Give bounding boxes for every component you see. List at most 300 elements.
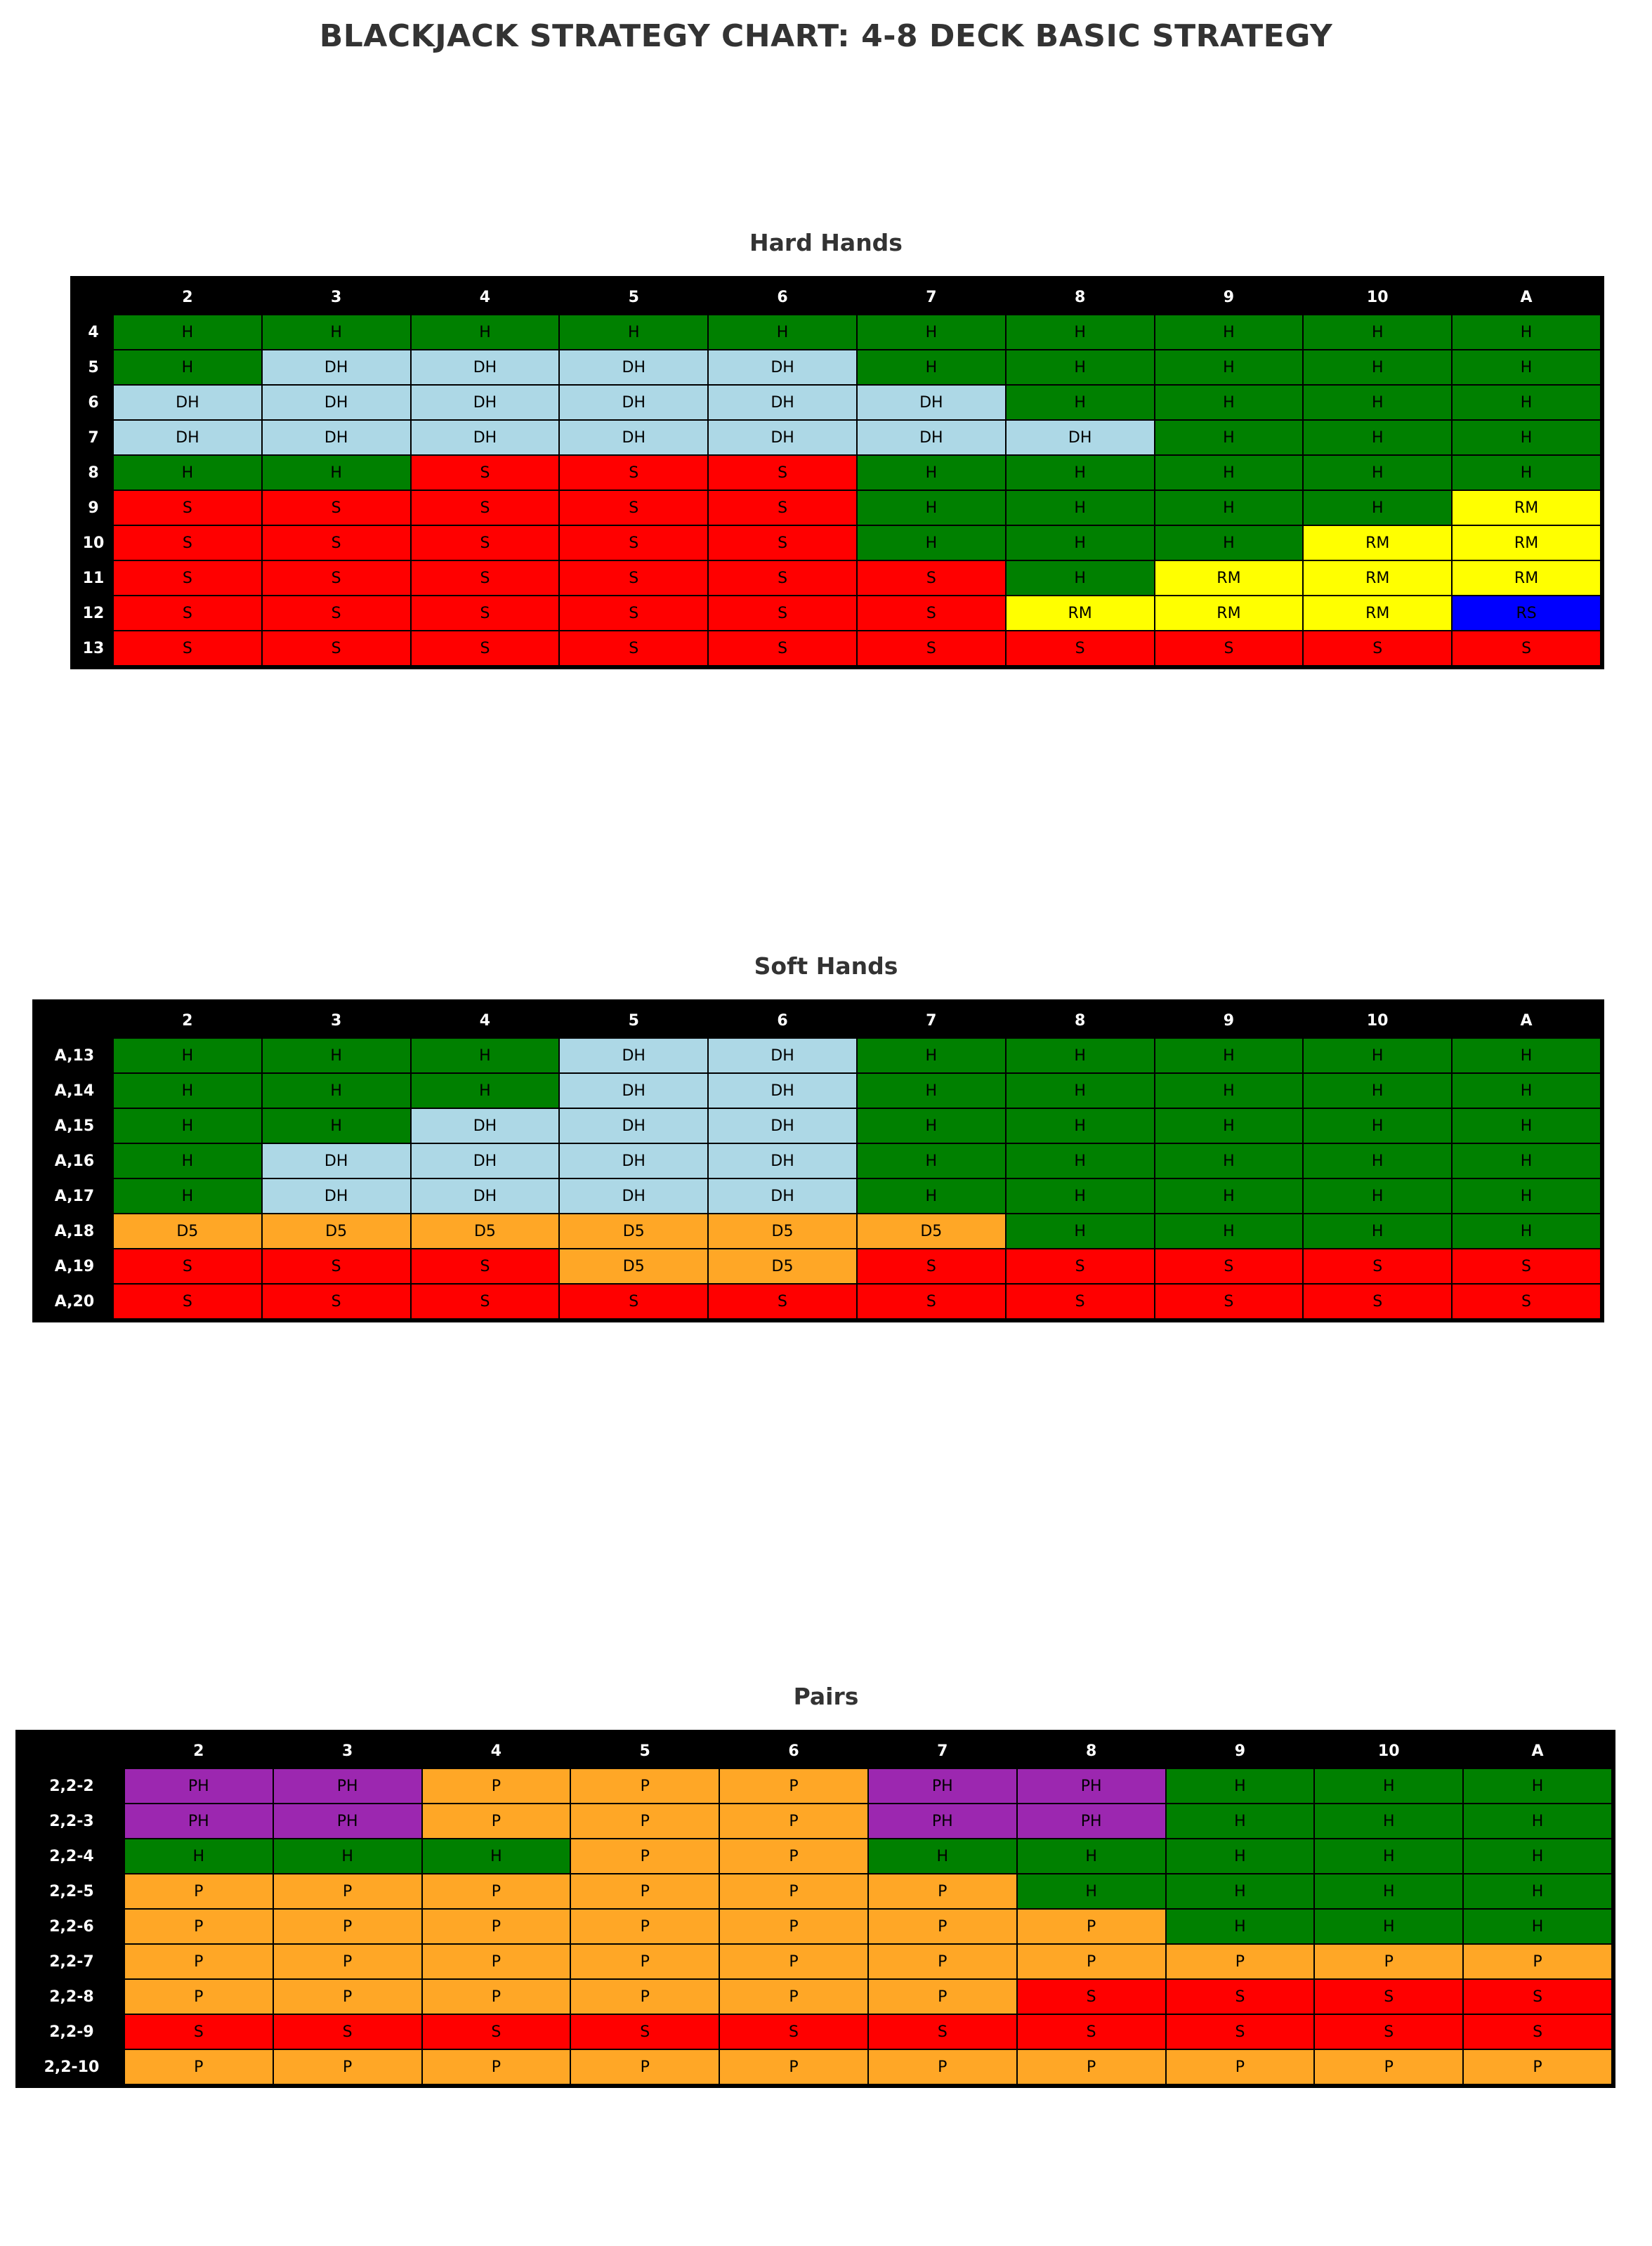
table-corner-cell (36, 1003, 113, 1038)
strategy-cell: P (570, 1804, 719, 1839)
strategy-cell: P (273, 1909, 422, 1944)
strategy-cell: P (570, 1839, 719, 1874)
strategy-cell: H (1463, 1768, 1612, 1804)
player-hand-label-A,14: A,14 (36, 1073, 113, 1108)
strategy-cell: H (262, 315, 411, 350)
strategy-cell: P (868, 1874, 1017, 1909)
player-hand-label-2,2-9: 2,2-9 (19, 2014, 124, 2049)
strategy-cell: S (113, 525, 262, 560)
strategy-cell: H (1155, 1143, 1304, 1178)
table-row (36, 1108, 1601, 1143)
strategy-cell: P (273, 2049, 422, 2084)
strategy-cell: P (570, 1909, 719, 1944)
strategy-cell: S (1166, 1979, 1315, 2014)
strategy-cell: S (1155, 1249, 1304, 1284)
strategy-cell: PH (124, 1768, 273, 1804)
strategy-cell: DH (708, 1178, 857, 1214)
table-row (74, 490, 1601, 525)
strategy-cell: H (1155, 420, 1304, 455)
strategy-cell: H (857, 455, 1006, 490)
table-row (19, 1909, 1612, 1944)
dealer-upcard-header-10: 10 (1314, 1733, 1463, 1768)
strategy-cell: DH (262, 385, 411, 420)
strategy-cell: H (1463, 1874, 1612, 1909)
player-hand-label-2,2-10: 2,2-10 (19, 2049, 124, 2084)
strategy-cell: S (262, 1284, 411, 1319)
strategy-cell: S (262, 525, 411, 560)
strategy-cell: S (113, 1249, 262, 1284)
strategy-cell: P (570, 2049, 719, 2084)
strategy-cell: P (719, 1909, 868, 1944)
strategy-cell: S (411, 1249, 560, 1284)
strategy-cell: H (857, 1038, 1006, 1073)
strategy-cell: H (411, 315, 560, 350)
dealer-upcard-header-A: A (1463, 1733, 1612, 1768)
strategy-cell: S (113, 631, 262, 666)
player-hand-label-12: 12 (74, 596, 113, 631)
strategy-cell: P (124, 1944, 273, 1979)
player-hand-label-5: 5 (74, 350, 113, 385)
strategy-cell: H (1303, 420, 1452, 455)
strategy-cell: H (1303, 1178, 1452, 1214)
strategy-cell: H (411, 1073, 560, 1108)
dealer-upcard-header-6: 6 (719, 1733, 868, 1768)
dealer-upcard-header-6: 6 (708, 1003, 857, 1038)
player-hand-label-2,2-5: 2,2-5 (19, 1874, 124, 1909)
dealer-upcard-header-6: 6 (708, 280, 857, 315)
dealer-upcard-header-8: 8 (1006, 280, 1155, 315)
strategy-cell: H (1463, 1804, 1612, 1839)
strategy-cell: H (113, 315, 262, 350)
table-row (36, 1073, 1601, 1108)
strategy-cell: D5 (262, 1214, 411, 1249)
strategy-cell: H (1155, 1038, 1304, 1073)
table-row (19, 1804, 1612, 1839)
strategy-cell: P (719, 2049, 868, 2084)
strategy-cell: H (1303, 315, 1452, 350)
strategy-cell: S (411, 525, 560, 560)
strategy-cell: H (857, 1178, 1006, 1214)
strategy-cell: S (868, 2014, 1017, 2049)
strategy-cell: DH (411, 1143, 560, 1178)
table-row (19, 1944, 1612, 1979)
strategy-cell: S (411, 1284, 560, 1319)
strategy-cell: DH (262, 1178, 411, 1214)
strategy-cell: S (857, 1249, 1006, 1284)
strategy-cell: P (422, 1874, 571, 1909)
strategy-cell: P (570, 1944, 719, 1979)
strategy-cell: DH (411, 1178, 560, 1214)
strategy-cell: P (422, 1909, 571, 1944)
strategy-cell: S (1006, 631, 1155, 666)
strategy-cell: H (113, 1143, 262, 1178)
strategy-cell: P (1314, 2049, 1463, 2084)
section-pairs (0, 1683, 1652, 2088)
strategy-cell: H (262, 1038, 411, 1073)
strategy-cell: DH (262, 420, 411, 455)
strategy-cell: S (411, 631, 560, 666)
strategy-cell: P (570, 1874, 719, 1909)
strategy-cell: S (411, 490, 560, 525)
strategy-cell: H (1006, 455, 1155, 490)
section-title-soft-hands: Soft Hands (754, 952, 898, 980)
section-soft-hands (0, 952, 1652, 1322)
strategy-cell: H (1006, 525, 1155, 560)
strategy-cell: P (273, 1979, 422, 2014)
dealer-upcard-header-7: 7 (857, 280, 1006, 315)
player-hand-label-10: 10 (74, 525, 113, 560)
strategy-cell: H (1452, 455, 1601, 490)
strategy-cell: DH (113, 420, 262, 455)
strategy-cell: P (719, 1768, 868, 1804)
strategy-cell: H (262, 455, 411, 490)
strategy-cell: H (1452, 350, 1601, 385)
strategy-cell: DH (559, 1038, 708, 1073)
strategy-cell: H (1452, 315, 1601, 350)
strategy-cell: P (1166, 1944, 1315, 1979)
strategy-cell: PH (273, 1768, 422, 1804)
dealer-upcard-header-8: 8 (1017, 1733, 1166, 1768)
strategy-cell: S (1006, 1249, 1155, 1284)
strategy-cell: PH (1017, 1804, 1166, 1839)
table-row (19, 1874, 1612, 1909)
strategy-cell: RM (1303, 596, 1452, 631)
page-title: BLACKJACK STRATEGY CHART: 4-8 DECK BASIC STRATEGY (319, 18, 1333, 54)
table-row (19, 1839, 1612, 1874)
pairs-table-wrap (15, 1730, 1615, 2088)
dealer-upcard-header-2: 2 (124, 1733, 273, 1768)
table-header-row (36, 1003, 1601, 1038)
hard-strategy-table (73, 279, 1601, 666)
table-header-row (19, 1733, 1612, 1768)
strategy-cell: P (1017, 1944, 1166, 1979)
strategy-cell: P (868, 1909, 1017, 1944)
strategy-cell: H (1017, 1874, 1166, 1909)
table-row (74, 420, 1601, 455)
strategy-cell: S (113, 1284, 262, 1319)
strategy-cell: S (708, 525, 857, 560)
strategy-cell: P (422, 1979, 571, 2014)
player-hand-label-A,16: A,16 (36, 1143, 113, 1178)
strategy-cell: DH (708, 420, 857, 455)
dealer-upcard-header-A: A (1452, 1003, 1601, 1038)
strategy-cell: H (1006, 1178, 1155, 1214)
table-row (36, 1284, 1601, 1319)
strategy-cell: S (708, 1284, 857, 1319)
table-corner-cell (19, 1733, 124, 1768)
strategy-cell: DH (1006, 420, 1155, 455)
pairs-grid (0, 1730, 1652, 2088)
strategy-cell: S (1155, 1284, 1304, 1319)
strategy-cell: S (1452, 1249, 1601, 1284)
strategy-cell: H (124, 1839, 273, 1874)
strategy-cell: H (868, 1839, 1017, 1874)
strategy-cell: S (1463, 1979, 1612, 2014)
strategy-cell: H (1006, 1143, 1155, 1178)
strategy-cell: S (1303, 1249, 1452, 1284)
strategy-cell: S (113, 490, 262, 525)
strategy-cell: D5 (857, 1214, 1006, 1249)
strategy-cell: P (124, 1874, 273, 1909)
player-hand-label-A,13: A,13 (36, 1038, 113, 1073)
player-hand-label-A,20: A,20 (36, 1284, 113, 1319)
strategy-cell: H (1303, 1108, 1452, 1143)
table-row (36, 1143, 1601, 1178)
strategy-cell: S (411, 560, 560, 596)
table-row (19, 2014, 1612, 2049)
strategy-cell: PH (124, 1804, 273, 1839)
dealer-upcard-header-4: 4 (422, 1733, 571, 1768)
strategy-cell: S (1303, 1284, 1452, 1319)
strategy-cell: P (868, 1944, 1017, 1979)
strategy-cell: DH (411, 1108, 560, 1143)
dealer-upcard-header-3: 3 (273, 1733, 422, 1768)
strategy-cell: H (1155, 1073, 1304, 1108)
dealer-upcard-header-7: 7 (857, 1003, 1006, 1038)
strategy-cell: DH (708, 1108, 857, 1143)
strategy-cell: S (113, 560, 262, 596)
hard-table-wrap (70, 276, 1604, 669)
dealer-upcard-header-5: 5 (570, 1733, 719, 1768)
hard-hands-grid (0, 276, 1652, 669)
strategy-cell: DH (411, 385, 560, 420)
player-hand-label-4: 4 (74, 315, 113, 350)
strategy-cell: H (1166, 1839, 1315, 1874)
strategy-cell: H (1452, 1214, 1601, 1249)
table-row (36, 1038, 1601, 1073)
strategy-cell: S (559, 560, 708, 596)
dealer-upcard-header-4: 4 (411, 280, 560, 315)
strategy-cell: H (1452, 1178, 1601, 1214)
strategy-cell: DH (411, 420, 560, 455)
strategy-cell: H (1452, 385, 1601, 420)
section-hard-hands (0, 229, 1652, 669)
strategy-cell: S (262, 596, 411, 631)
strategy-cell: DH (708, 350, 857, 385)
strategy-cell: P (273, 1944, 422, 1979)
strategy-cell: P (1463, 1944, 1612, 1979)
strategy-cell: P (124, 2049, 273, 2084)
strategy-cell: DH (411, 350, 560, 385)
strategy-cell: D5 (708, 1214, 857, 1249)
dealer-upcard-header-3: 3 (262, 1003, 411, 1038)
strategy-cell: H (1452, 1073, 1601, 1108)
strategy-cell: H (422, 1839, 571, 1874)
strategy-cell: H (1006, 1214, 1155, 1249)
player-hand-label-2,2-4: 2,2-4 (19, 1839, 124, 1874)
strategy-cell: H (1452, 1143, 1601, 1178)
soft-strategy-table (35, 1002, 1601, 1320)
strategy-cell: PH (273, 1804, 422, 1839)
player-hand-label-13: 13 (74, 631, 113, 666)
strategy-cell: S (1017, 2014, 1166, 2049)
strategy-cell: DH (559, 350, 708, 385)
strategy-cell: H (857, 315, 1006, 350)
strategy-cell: P (422, 2049, 571, 2084)
strategy-cell: H (262, 1108, 411, 1143)
strategy-cell: DH (559, 385, 708, 420)
strategy-cell: H (1303, 1143, 1452, 1178)
player-hand-label-2,2-7: 2,2-7 (19, 1944, 124, 1979)
strategy-cell: H (113, 1108, 262, 1143)
strategy-cell: S (1155, 631, 1304, 666)
strategy-cell: S (708, 490, 857, 525)
strategy-cell: H (857, 1073, 1006, 1108)
strategy-cell: H (1166, 1909, 1315, 1944)
table-row (74, 525, 1601, 560)
strategy-cell: DH (857, 420, 1006, 455)
strategy-cell: S (262, 631, 411, 666)
strategy-cell: S (411, 455, 560, 490)
strategy-cell: P (719, 1874, 868, 1909)
strategy-cell: D5 (113, 1214, 262, 1249)
player-hand-label-11: 11 (74, 560, 113, 596)
dealer-upcard-header-A: A (1452, 280, 1601, 315)
strategy-cell: H (857, 1143, 1006, 1178)
strategy-cell: H (1314, 1804, 1463, 1839)
table-row (74, 455, 1601, 490)
strategy-cell: S (708, 596, 857, 631)
strategy-cell: S (559, 596, 708, 631)
strategy-cell: S (422, 2014, 571, 2049)
table-corner-cell (74, 280, 113, 315)
strategy-cell: S (1463, 2014, 1612, 2049)
strategy-cell: P (422, 1804, 571, 1839)
strategy-cell: S (273, 2014, 422, 2049)
strategy-cell: S (708, 455, 857, 490)
strategy-cell: H (559, 315, 708, 350)
strategy-cell: H (1155, 385, 1304, 420)
strategy-cell: RM (1155, 596, 1304, 631)
player-hand-label-A,15: A,15 (36, 1108, 113, 1143)
strategy-cell: S (570, 2014, 719, 2049)
strategy-cell: P (1017, 1909, 1166, 1944)
strategy-cell: H (1452, 1038, 1601, 1073)
strategy-cell: PH (868, 1804, 1017, 1839)
strategy-cell: S (857, 596, 1006, 631)
strategy-cell: S (559, 1284, 708, 1319)
strategy-cell: S (708, 560, 857, 596)
table-row (74, 596, 1601, 631)
strategy-cell: D5 (559, 1214, 708, 1249)
strategy-cell: P (1166, 2049, 1315, 2084)
strategy-cell: RM (1452, 525, 1601, 560)
pairs-strategy-table (18, 1733, 1613, 2085)
strategy-cell: S (559, 455, 708, 490)
table-row (74, 560, 1601, 596)
strategy-cell: H (1303, 490, 1452, 525)
strategy-cell: DH (559, 1108, 708, 1143)
soft-table-wrap (32, 999, 1604, 1322)
strategy-cell: P (868, 2049, 1017, 2084)
dealer-upcard-header-9: 9 (1166, 1733, 1315, 1768)
strategy-cell: DH (708, 1143, 857, 1178)
strategy-cell: DH (708, 1073, 857, 1108)
strategy-cell: H (411, 1038, 560, 1073)
strategy-cell: DH (262, 1143, 411, 1178)
strategy-cell: S (262, 490, 411, 525)
section-title-hard-hands: Hard Hands (749, 229, 903, 256)
strategy-cell: P (570, 1979, 719, 2014)
strategy-cell: DH (559, 420, 708, 455)
strategy-cell: H (1006, 490, 1155, 525)
strategy-cell: H (708, 315, 857, 350)
table-row (74, 385, 1601, 420)
strategy-cell: H (1155, 350, 1304, 385)
strategy-cell: S (719, 2014, 868, 2049)
player-hand-label-8: 8 (74, 455, 113, 490)
strategy-cell: P (124, 1909, 273, 1944)
strategy-cell: P (422, 1944, 571, 1979)
strategy-cell: P (1463, 2049, 1612, 2084)
dealer-upcard-header-2: 2 (113, 1003, 262, 1038)
strategy-cell: PH (1017, 1768, 1166, 1804)
dealer-upcard-header-5: 5 (559, 1003, 708, 1038)
table-row (36, 1178, 1601, 1214)
strategy-cell: H (1006, 560, 1155, 596)
strategy-cell: H (113, 1038, 262, 1073)
strategy-cell: S (1166, 2014, 1315, 2049)
strategy-cell: P (868, 1979, 1017, 2014)
strategy-cell: H (1463, 1909, 1612, 1944)
strategy-cell: P (719, 1979, 868, 2014)
strategy-cell: H (1017, 1839, 1166, 1874)
strategy-cell: S (857, 631, 1006, 666)
strategy-cell: H (1155, 1178, 1304, 1214)
strategy-cell: S (1006, 1284, 1155, 1319)
player-hand-label-9: 9 (74, 490, 113, 525)
strategy-cell: S (1452, 631, 1601, 666)
strategy-cell: DH (559, 1178, 708, 1214)
table-row (36, 1249, 1601, 1284)
strategy-cell: H (1303, 1038, 1452, 1073)
dealer-upcard-header-3: 3 (262, 280, 411, 315)
dealer-upcard-header-8: 8 (1006, 1003, 1155, 1038)
strategy-cell: H (1314, 1768, 1463, 1804)
table-row (19, 1768, 1612, 1804)
strategy-cell: RM (1452, 490, 1601, 525)
strategy-cell: P (719, 1804, 868, 1839)
strategy-cell: H (113, 350, 262, 385)
strategy-cell: H (1303, 350, 1452, 385)
strategy-cell: H (857, 350, 1006, 385)
dealer-upcard-header-9: 9 (1155, 1003, 1304, 1038)
strategy-cell: S (262, 560, 411, 596)
strategy-cell: H (1314, 1839, 1463, 1874)
strategy-cell: H (1006, 1038, 1155, 1073)
dealer-upcard-header-5: 5 (559, 280, 708, 315)
table-row (19, 2049, 1612, 2084)
table-row (74, 315, 1601, 350)
dealer-upcard-header-10: 10 (1303, 280, 1452, 315)
strategy-cell: H (1155, 1214, 1304, 1249)
player-hand-label-A,17: A,17 (36, 1178, 113, 1214)
strategy-cell: DH (559, 1073, 708, 1108)
dealer-upcard-header-2: 2 (113, 280, 262, 315)
strategy-cell: S (708, 631, 857, 666)
strategy-cell: DH (708, 385, 857, 420)
player-hand-label-2,2-8: 2,2-8 (19, 1979, 124, 2014)
strategy-cell: RM (1452, 560, 1601, 596)
strategy-cell: H (1155, 455, 1304, 490)
strategy-cell: P (1017, 2049, 1166, 2084)
strategy-cell: S (1452, 1284, 1601, 1319)
strategy-cell: H (1166, 1874, 1315, 1909)
strategy-cell: S (857, 560, 1006, 596)
strategy-cell: D5 (411, 1214, 560, 1249)
player-hand-label-7: 7 (74, 420, 113, 455)
player-hand-label-6: 6 (74, 385, 113, 420)
